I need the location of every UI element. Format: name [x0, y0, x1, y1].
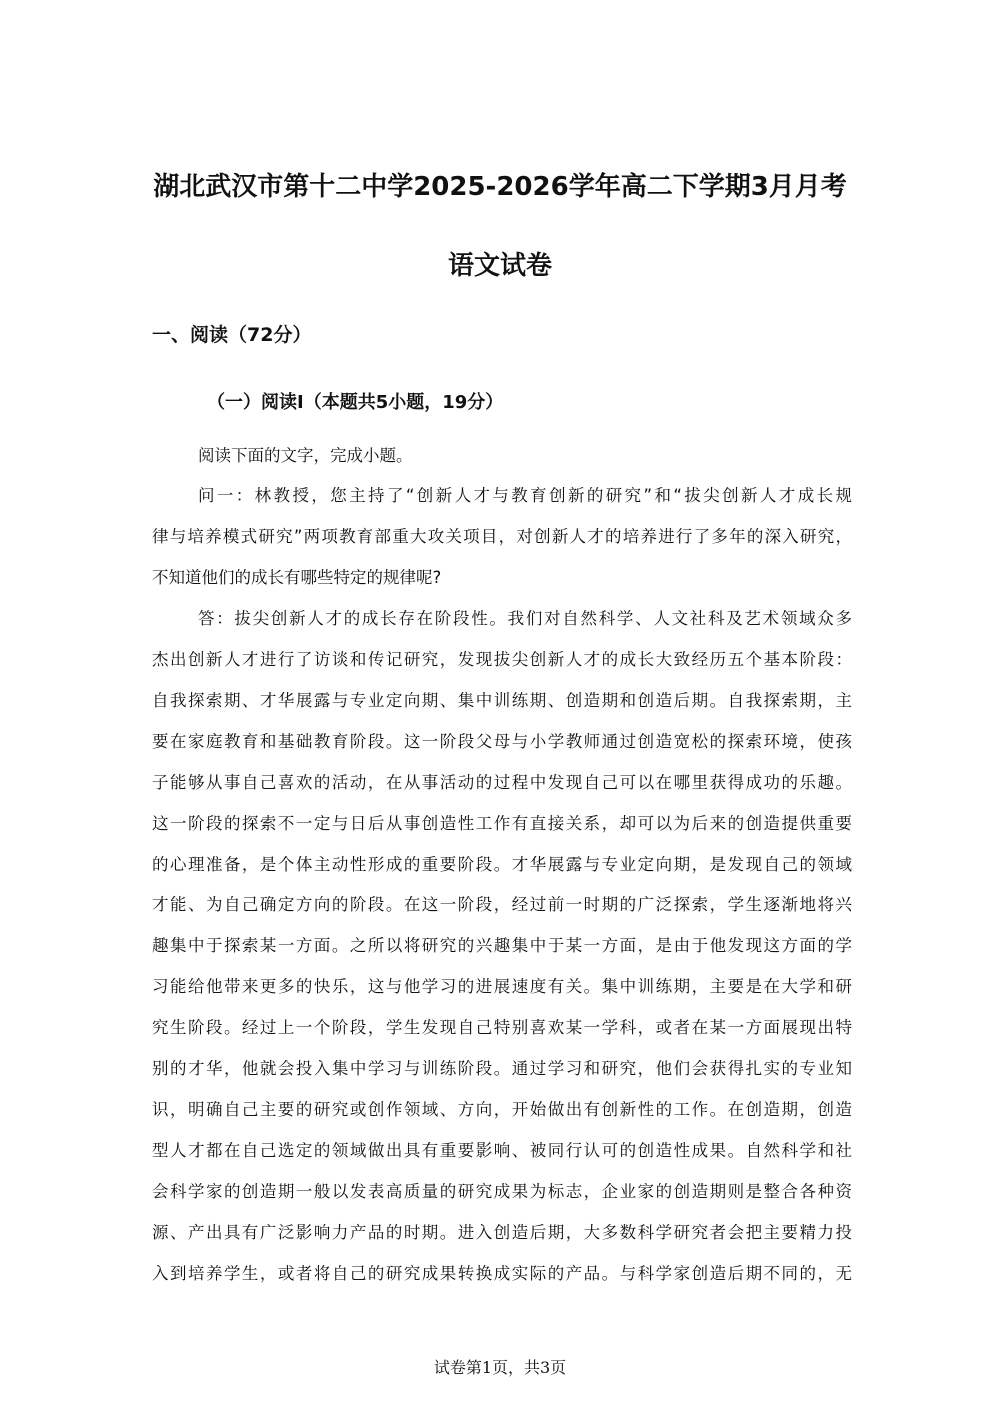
- passage-line: 识，明确自己主要的研究或创作领域、方向，开始做出有创新性的工作。在创造期，创造: [152, 1100, 852, 1119]
- passage-line: 答：拔尖创新人才的成长存在阶段性。我们对自然科学、人文社科及艺术领域众多: [198, 609, 852, 628]
- passage-line: 别的才华，他就会投入集中学习与训练阶段。通过学习和研究，他们会获得扎实的专业知: [152, 1059, 852, 1078]
- passage-line: 究生阶段。经过上一个阶段，学生发现自己特别喜欢某一学科，或者在某一方面展现出特: [152, 1018, 852, 1037]
- passage-line: 型人才都在自己选定的领域做出具有重要影响、被同行认可的创造性成果。自然科学和社: [152, 1141, 852, 1160]
- passage-line: 会科学家的创造期一般以发表高质量的研究成果为标志，企业家的创造期则是整合各种资: [152, 1182, 852, 1201]
- passage-line: 才能、为自己确定方向的阶段。在这一阶段，经过前一时期的广泛探索，学生逐渐地将兴: [152, 895, 852, 914]
- passage-line: 的心理准备，是个体主动性形成的重要阶段。才华展露与专业定向期，是发现自己的领域: [152, 855, 852, 874]
- section-heading: 一、阅读（72分）: [152, 324, 312, 346]
- passage-line: 习能给他带来更多的快乐，这与他学习的进展速度有关。集中训练期，主要是在大学和研: [152, 977, 852, 996]
- passage-line: 要在家庭教育和基础教育阶段。这一阶段父母与小学教师通过创造宽松的探索环境，使孩: [152, 732, 852, 751]
- passage-line: 不知道他们的成长有哪些特定的规律呢?: [152, 568, 442, 587]
- passage-line: 趣集中于探索某一方面。之所以将研究的兴趣集中于某一方面，是由于他发现这方面的学: [152, 936, 852, 955]
- exam-title-line-1: 湖北武汉市第十二中学2025-2026学年高二下学期3月月考: [153, 172, 847, 202]
- passage-line: 入到培养学生，或者将自己的研究成果转换成实际的产品。与科学家创造后期不同的，无: [152, 1264, 852, 1283]
- passage-line: 问一：林教授，您主持了“创新人才与教育创新的研究”和“拔尖创新人才成长规: [198, 486, 852, 505]
- passage-line: 杰出创新人才进行了访谈和传记研究，发现拔尖创新人才的成长大致经历五个基本阶段：: [152, 650, 852, 669]
- page-footer: 试卷第1页，共3页: [433, 1358, 567, 1377]
- sub-section-heading: （一）阅读I（本题共5小题，19分）: [207, 392, 504, 413]
- exam-title-line-2: 语文试卷: [447, 251, 552, 281]
- passage-line: 子能够从事自己喜欢的活动，在从事活动的过程中发现自己可以在哪里获得成功的乐趣。: [152, 773, 852, 792]
- passage-line: 自我探索期、才华展露与专业定向期、集中训练期、创造期和创造后期。自我探索期，主: [152, 691, 852, 710]
- passage-line: 源、产出具有广泛影响力产品的时期。进入创造后期，大多数科学研究者会把主要精力投: [152, 1223, 852, 1242]
- instruction-line: 阅读下面的文字，完成小题。: [198, 446, 413, 465]
- passage-line: 这一阶段的探索不一定与日后从事创造性工作有直接关系，却可以为后来的创造提供重要: [152, 814, 852, 833]
- passage-line: 律与培养模式研究”两项教育部重大攻关项目，对创新人才的培养进行了多年的深入研究，: [152, 527, 852, 546]
